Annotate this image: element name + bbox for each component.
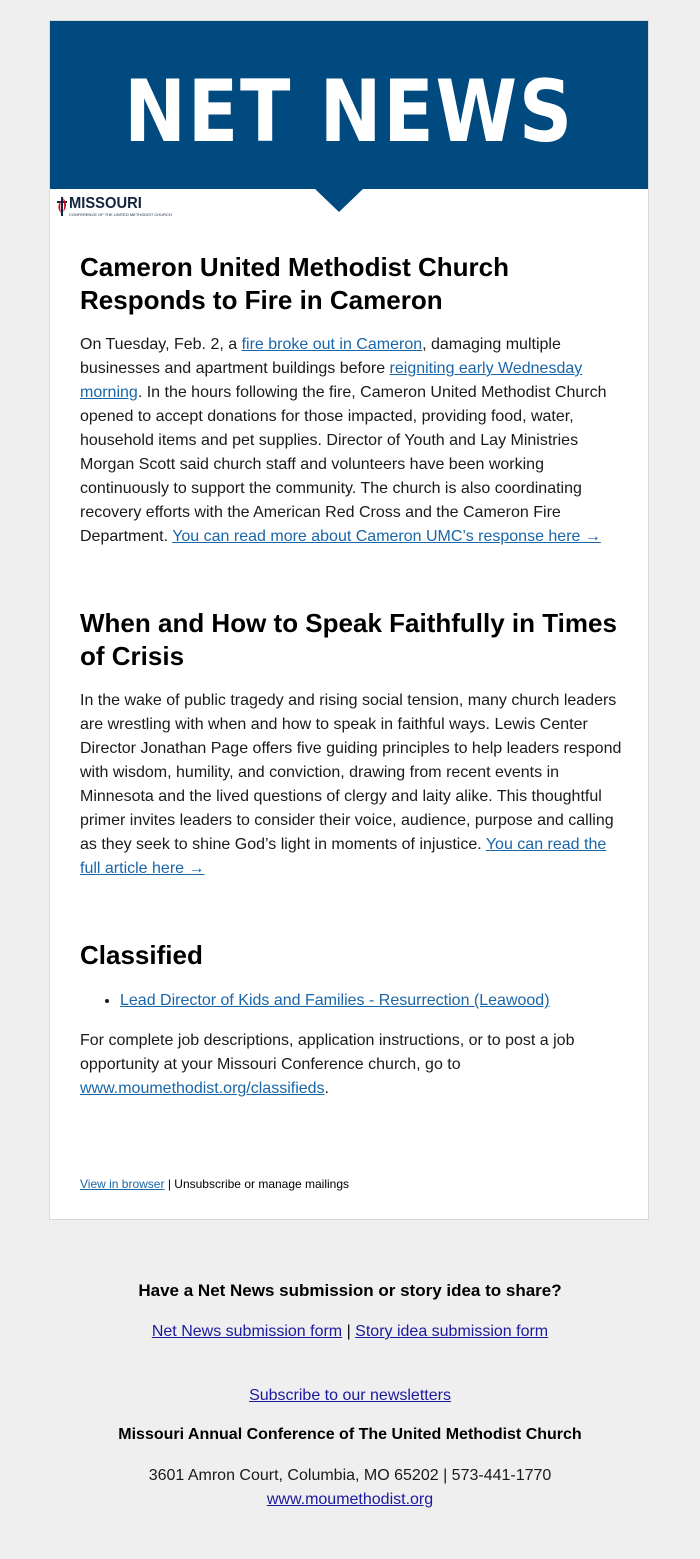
classifieds-link[interactable]: www.moumethodist.org/classifieds — [80, 1080, 325, 1097]
read-more-link[interactable]: You can read more about Cameron UMC’s response here → — [172, 528, 601, 545]
header-banner — [50, 21, 648, 189]
article-title: When and How to Speak Faithfully in Times of Crisis — [80, 608, 617, 671]
subscribe-link[interactable]: Subscribe to our newsletters — [249, 1387, 451, 1404]
missouri-conference-logo — [56, 195, 172, 219]
article-body — [80, 689, 625, 881]
logo-subtitle: CONFERENCE OF THE UNITED METHODIST CHURCH — [69, 212, 172, 217]
organization-address: 3601 Amron Court, Columbia, MO 65202 | 573-441-1770 — [148, 1467, 552, 1484]
banner-notch — [314, 188, 364, 212]
submission-forms — [0, 1322, 700, 1342]
subscribe-row — [0, 1386, 700, 1406]
view-in-browser-link[interactable]: View in browser — [80, 1177, 165, 1191]
classified-list — [80, 989, 625, 1013]
separator: | — [342, 1323, 356, 1340]
article-text: In the wake of public tragedy and rising social tension, many church leaders are wrestling with when and how to speak in faithful ways. Lewis Center Director Jonathan Page offers five guiding principles to help leaders respond with wisdom, humility, and conviction, drawing from recent events in Minnesota and the lived questions of clergy and laity alike. This thoughtful primer invites leaders to consider their voice, audience, purpose and calling as they seek to shine God’s light in moments of injustice. — [80, 692, 622, 853]
article-text: . In the hours following the fire, Cameron United Methodist Church opened to accept donations for those impacted, providing food, water, household items and pet supplies. Director of Youth and Lay Ministries Morgan Scott said church staff and volunteers have been working continuously to support the community. The church is also coordinating recovery efforts with the American Red Cross and the Cameron Fire Department. — [80, 384, 607, 545]
article-text: On Tuesday, Feb. 2, a — [80, 336, 242, 353]
reigniting-link[interactable]: reigniting early Wednesday morning — [80, 360, 583, 401]
website-row — [0, 1490, 700, 1510]
newsletter-card — [49, 20, 649, 1220]
read-full-article-link[interactable]: You can read the full article here → — [80, 836, 607, 877]
unsubscribe-link[interactable]: Unsubscribe or manage mailings — [174, 1177, 350, 1191]
classified-title: Classified — [80, 940, 203, 970]
logo-wordmark: MISSOURI — [69, 195, 142, 212]
classified-instructions — [80, 1029, 625, 1101]
classified-text: . — [324, 1080, 329, 1097]
website-link[interactable]: www.moumethodist.org — [266, 1491, 434, 1508]
job-listing-link[interactable]: Lead Director of Kids and Families - Resurrection (Leawood) — [120, 992, 550, 1009]
submission-form-link[interactable]: Net News submission form — [151, 1323, 343, 1340]
newsletter-title: NET NEWS — [124, 62, 574, 162]
article-title: Cameron United Methodist Church Responds to Fire in Cameron — [80, 252, 510, 315]
cross-and-flame-icon — [56, 195, 68, 217]
story-idea-form-link[interactable]: Story idea submission form — [355, 1323, 549, 1340]
list-item — [120, 989, 625, 1013]
organization-name: Missouri Annual Conference of The United Methodist Church — [118, 1426, 582, 1443]
article-text: , damaging multiple businesses and apartment buildings before — [80, 336, 561, 377]
article-body — [80, 333, 625, 549]
classified-text: For complete job descriptions, application instructions, or to post a job opportunity at your Missouri Conference church, go to — [80, 1032, 575, 1073]
mailer-links — [80, 1177, 349, 1191]
submission-prompt: Have a Net News submission or story idea to share? — [138, 1281, 562, 1300]
separator: | — [164, 1177, 175, 1191]
fire-link[interactable]: fire broke out in Cameron — [241, 336, 423, 353]
